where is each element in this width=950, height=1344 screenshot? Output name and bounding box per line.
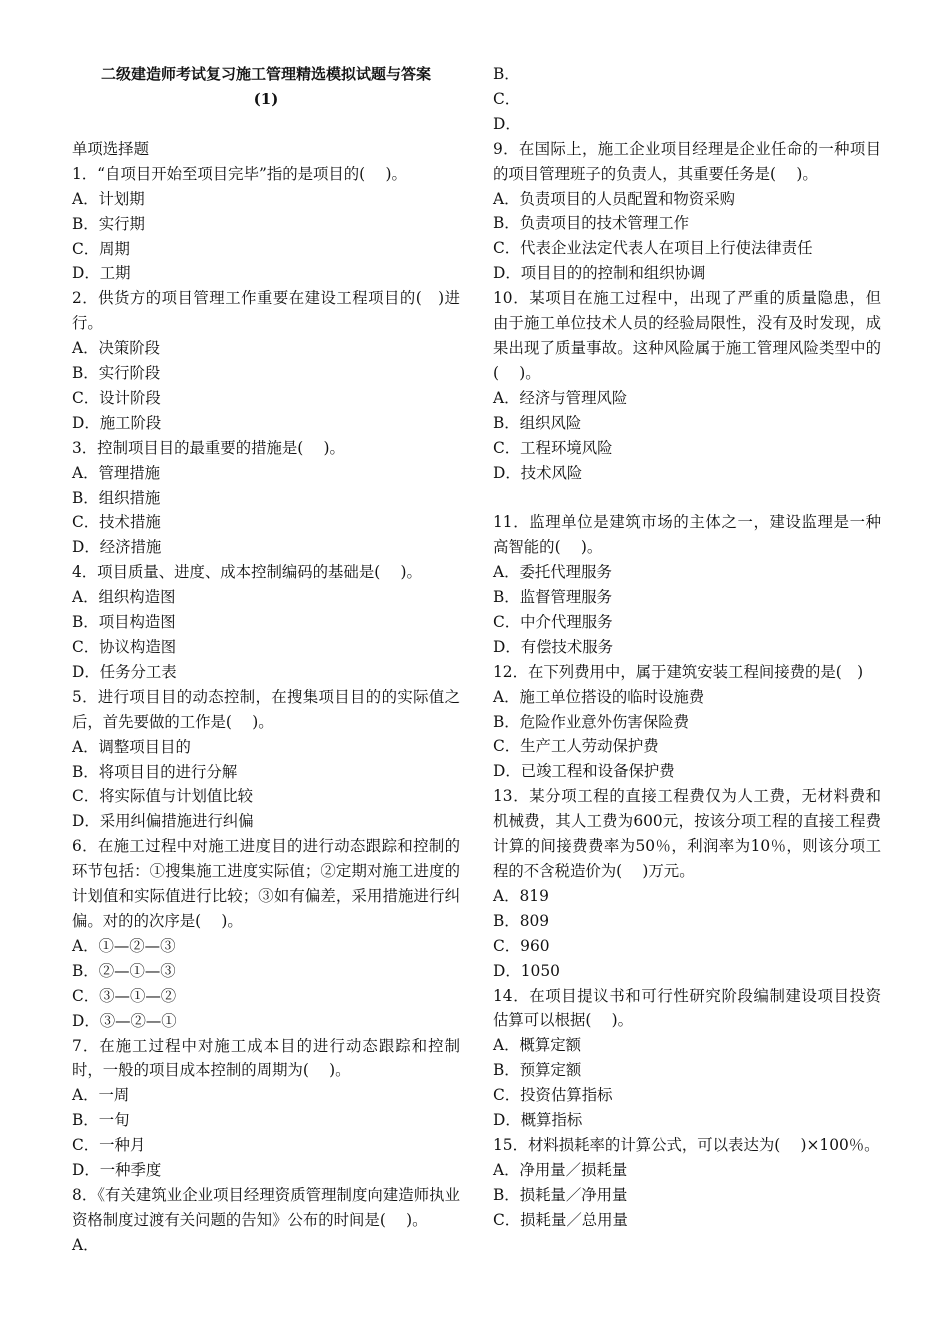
question-stem: 15．材料损耗率的计算公式，可以表达为( )×100％。 [493,1135,880,1154]
question-stem: 8．《有关建筑业企业项目经理资质管理制度向建造师执业资格制度过渡有关问题的告知》公布的时间是( )。 [72,1185,460,1229]
question-stem: 2．供货方的项目管理工作重要在建设工程项目的( )进行。 [72,289,460,333]
answer-option: C． [493,89,521,108]
answer-option: A．概算定额 [493,1036,582,1055]
answer-option: D．③—②—① [72,1011,177,1030]
answer-option: B．一旬 [72,1111,130,1130]
title-line-2: (1) [253,90,279,108]
answer-option: A．委托代理服务 [493,563,612,582]
left-column [72,62,460,1258]
question-stem: 10．某项目在施工过程中，出现了严重的质量隐患，但由于施工单位技术人员的经验局限性，没有及时发现，成果出现了质量事故。这种风险属于施工管理风险类型中的( )。 [493,289,881,382]
answer-option: C．代表企业法定代表人在项目上行使法律责任 [493,239,813,258]
answer-option: B．实行期 [72,214,145,233]
question-stem: 12．在下列费用中，属于建筑安装工程间接费的是( ) [493,662,864,681]
answer-option: D． [493,114,521,133]
answer-option: B．负责项目的技术管理工作 [493,214,689,233]
answer-option: A． [72,1235,99,1254]
question-stem: 14．在项目提议书和可行性研究阶段编制建设项目投资估算可以根据( )。 [493,986,881,1030]
answer-option: A．净用量／损耗量 [493,1160,628,1179]
document-title [72,62,460,112]
answer-option: C．技术措施 [72,513,161,532]
answer-option: D．一种季度 [72,1161,162,1180]
answer-option: B．②—①—③ [72,961,176,980]
answer-option: B． [493,65,520,83]
answer-option: D．任务分工表 [72,662,177,681]
answer-option: C．960 [493,936,550,955]
answer-option: D．有偿技术服务 [493,637,614,656]
answer-option: A．负责项目的人员配置和物资采购 [493,189,735,208]
question-stem: 11．监理单位是建筑市场的主体之一，建设监理是一种高智能的( )。 [493,513,881,557]
answer-option: C．损耗量／总用量 [493,1210,628,1229]
answer-option: D．概算指标 [493,1111,583,1130]
answer-option: D．技术风险 [493,463,583,482]
question-stem: 7．在施工过程中对施工成本目的进行动态跟踪和控制时，一般的项目成本控制的周期为( )。 [72,1036,460,1080]
answer-option: D．施工阶段 [72,413,162,432]
answer-option: A．决策阶段 [72,339,161,358]
answer-option: C．中介代理服务 [493,612,613,631]
question-stem: 1．“自项目开始至项目完毕”指的是项目的( )。 [72,164,407,183]
answer-option: B．预算定额 [493,1061,582,1080]
answer-option: C．③—①—② [72,986,177,1005]
question-stem: 6．在施工过程中对施工进度目的进行动态跟踪和控制的环节包括：①搜集施工进度实际值；②定期对施工进度的计划值和实际值进行比较；③如有偏差，采用措施进行纠偏。对的的次序是( )。 [72,837,460,930]
answer-option: C．将实际值与计划值比较 [72,787,254,806]
question-stem: 9．在国际上，施工企业项目经理是企业任命的一种项目的项目管理班子的负责人，其重要任务是( )。 [493,139,881,183]
answer-option: B．组织措施 [72,488,161,507]
answer-option: A．管理措施 [72,463,161,482]
answer-option: B．实行阶段 [72,364,161,383]
answer-option: A．经济与管理风险 [493,388,628,407]
question-stem: 13．某分项工程的直接工程费仅为人工费，无材料费和机械费，其人工费为600元，按该分项工程的直接工程费计算的间接费费率为50％，利润率为10％，则该分项工程的不含税造价为( )万元。 [493,787,881,880]
question-stem: 5．进行项目目的动态控制，在搜集项目目的的实际值之后，首先要做的工作是( )。 [72,687,460,731]
answer-option: C．一种月 [72,1136,146,1155]
answer-option: B．项目构造图 [72,613,176,632]
answer-option: A．调整项目目的 [72,737,191,756]
blank-line [493,485,881,510]
answer-option: C．设计阶段 [72,388,161,407]
section-heading: 单项选择题 [72,139,149,158]
answer-option: A．施工单位搭设的临时设施费 [493,687,705,706]
answer-option: C．生产工人劳动保护费 [493,737,659,756]
answer-option: B．将项目目的进行分解 [72,762,238,781]
answer-option: C．协议构造图 [72,638,177,657]
answer-option: B．危险作业意外伤害保险费 [493,712,689,731]
answer-option: D．采用纠偏措施进行纠偏 [72,812,254,831]
answer-option: A．组织构造图 [72,588,176,607]
answer-option: B．组织风险 [493,413,582,432]
right-column [493,62,881,1233]
question-stem: 3．控制项目目的最重要的措施是( )。 [72,438,345,457]
right-question-list [493,62,881,1233]
answer-option: A．一周 [72,1086,130,1105]
answer-option: D．工期 [72,264,131,283]
answer-option: D．经济措施 [72,538,162,557]
answer-option: C．周期 [72,239,130,258]
answer-option: D．项目目的的控制和组织协调 [493,264,706,283]
title-line-1: 二级建造师考试复习施工管理精选模拟试题与答案 [100,65,431,83]
answer-option: A．819 [493,886,549,905]
question-stem: 4．项目质量、进度、成本控制编码的基础是( )。 [72,563,422,582]
answer-option: A．①—②—③ [72,936,176,955]
title-spacer [72,112,460,137]
left-question-list [72,162,460,1258]
answer-option: D．已竣工程和设备保护费 [493,762,675,781]
answer-option: A．计划期 [72,189,145,208]
answer-option: B．损耗量／净用量 [493,1185,628,1204]
answer-option: D．1050 [493,961,560,980]
answer-option: C．投资估算指标 [493,1086,613,1105]
answer-option: B．809 [493,911,550,930]
answer-option: C．工程环境风险 [493,438,613,457]
answer-option: B．监督管理服务 [493,588,613,607]
